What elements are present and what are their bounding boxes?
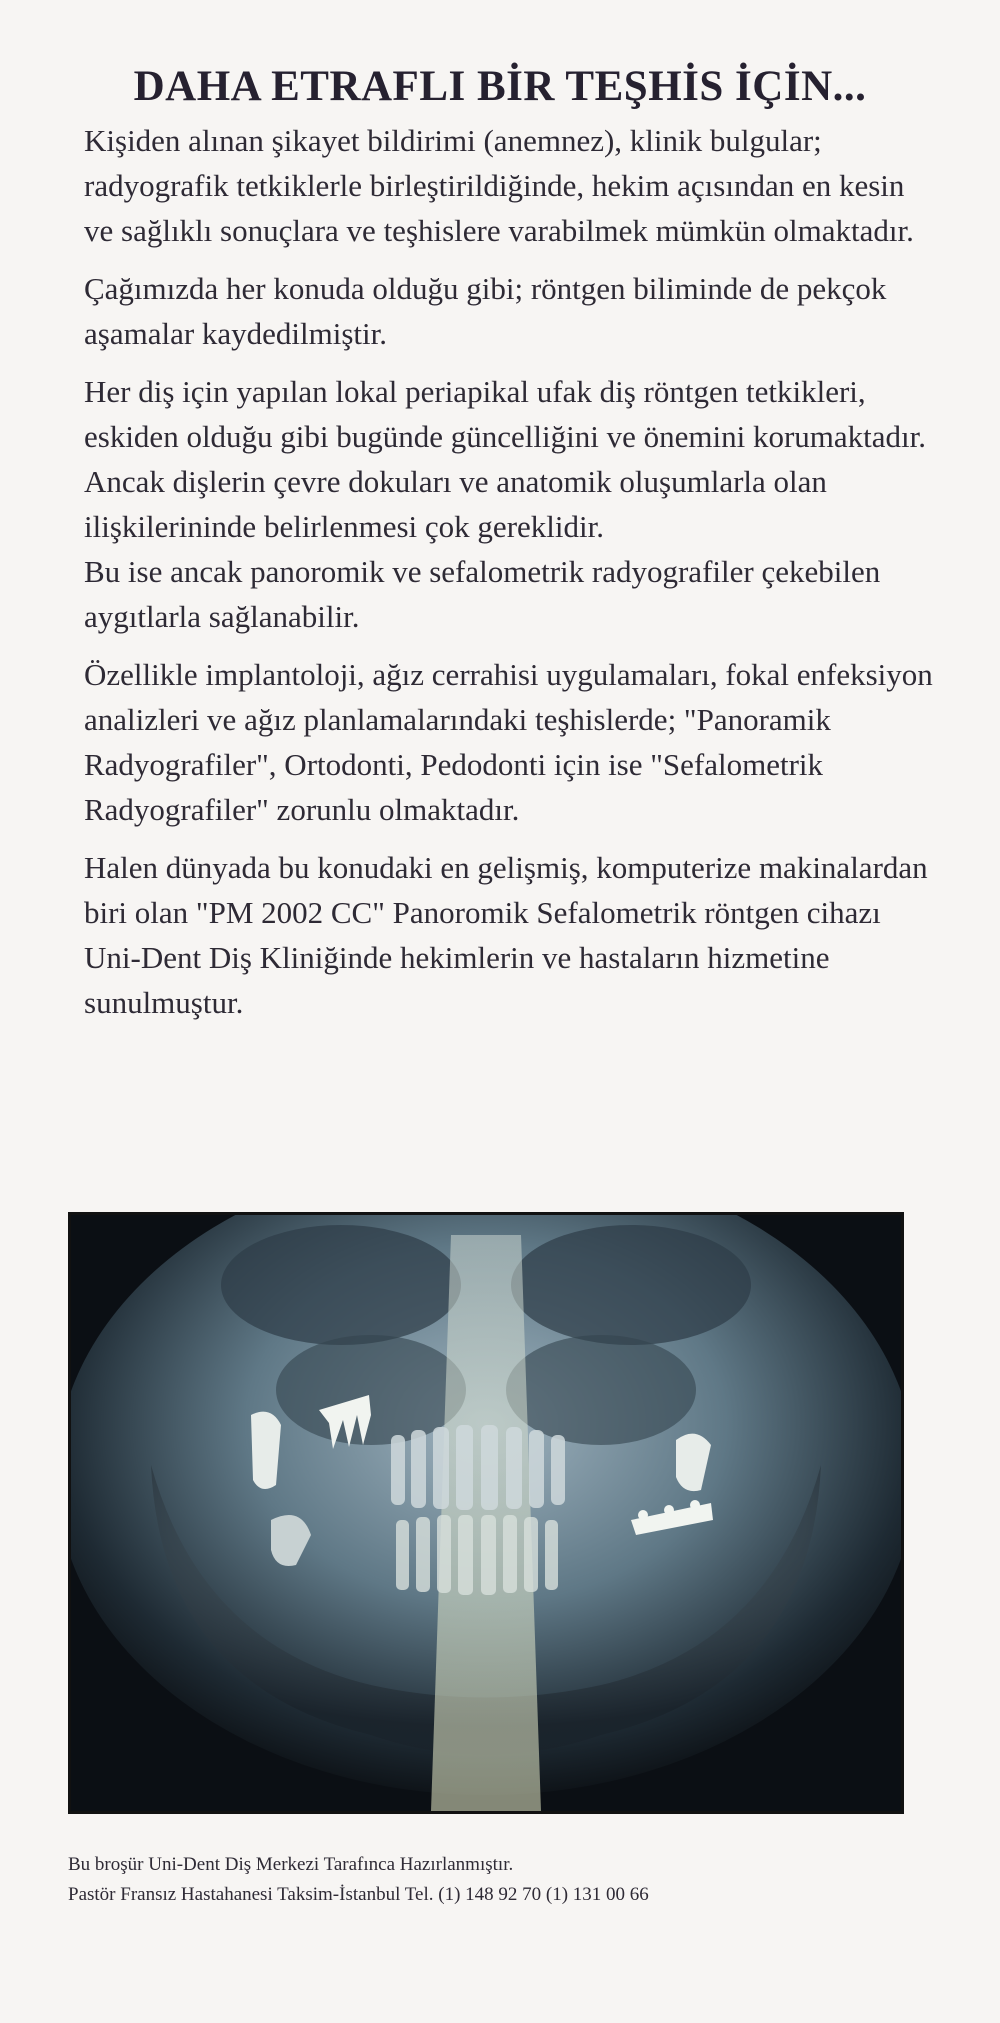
paragraph-panoramic-devices: Bu ise ancak panoromik ve sefalometrik radyografiler çekebilen aygıtlarla sağlanabilir. (84, 554, 881, 634)
footer-credit: Bu broşür Uni-Dent Diş Merkezi Tarafınca Hazırlanmıştır. (68, 1854, 514, 1875)
paragraph-periapical: Her diş için yapılan lokal periapikal ufak diş röntgen tetkikleri, eskiden olduğu gibi bugünde güncelliğini ve önemini korumaktadır. Ancak dişlerin çevre dokuları ve anatomik oluşumlarla olan ilişkilerininde belirlenmesi çok gereklidir. (84, 374, 927, 544)
paragraph-pm2002: Halen dünyada bu konudaki en gelişmiş, komputerize makinalardan biri olan "PM 2002 CC" Panoromik Sefalometrik röntgen cihazı Uni-Dent Diş Kliniğinde hekimlerin ve hastaların hizmetine sunulmuştur. (84, 850, 928, 1020)
paragraph-progress: Çağımızda her konuda olduğu gibi; röntgen biliminde de pekçok aşamalar kaydedilmiştir. (84, 271, 887, 351)
paragraph-implantology: Özellikle implantoloji, ağız cerrahisi uygulamaları, fokal enfeksiyon analizleri ve ağız planlamalarındaki teşhislerde; "Panoramik Radyografiler", Ortodonti, Pedodonti için ise "Sefalometrik Radyografiler" zorunlu olmaktadır. (84, 657, 933, 827)
footer (68, 1850, 948, 1910)
footer-address: Pastör Fransız Hastahanesi Taksim-İstanbul Tel. (1) 148 92 70 (1) 131 00 66 (68, 1884, 649, 1905)
body-text (84, 118, 934, 1038)
paragraph-anamnesis: Kişiden alınan şikayet bildirimi (anemnez), klinik bulgular; radyografik tetkiklerle birleştirildiğinde, hekim açısından en kesin ve sağlıklı sonuçlara ve teşhislere varabilmek mümkün olmaktadır. (84, 123, 914, 248)
panoramic-xray-image (68, 1212, 904, 1814)
page-title: DAHA ETRAFLI BİR TEŞHİS İÇİN... (133, 63, 867, 110)
